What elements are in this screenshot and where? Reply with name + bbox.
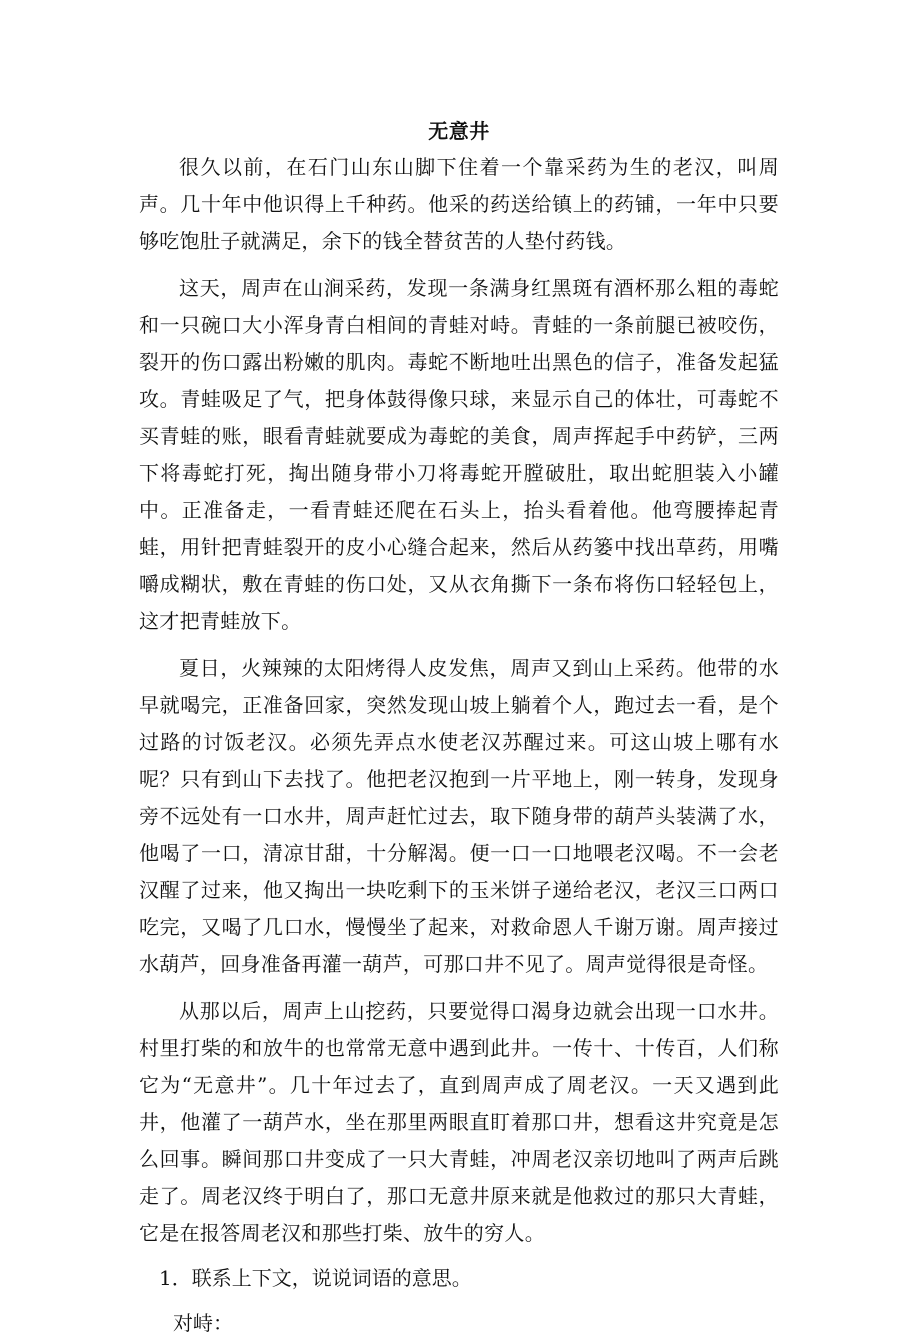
paragraph-4: 从那以后，周声上山挖药，只要觉得口渴身边就会出现一口水井。村里打柴的和放牛的也常常无意中遇到此井。一传十、十传百，人们称它为“无意井”。几十年过去了，直到周声成了周老汉。一天又遇到此井，他灌了一葫芦水，坐在那里两眼直盯着那口井，想看这井究竟是怎么回事。瞬间那口井变成了一只大青蛙，冲周老汉亲切地叫了两声后跳走了。周老汉终于明白了，那口无意井原来就是他救过的那只大青蛙，它是在报答周老汉和那些打柴、放牛的穷人。: [139, 999, 779, 1245]
paragraph-1: 很久以前，在石门山东山脚下住着一个靠采药为生的老汉，叫周声。几十年中他识得上千种药。他采的药送给镇上的药铺，一年中只要够吃饱肚子就满足，余下的钱全替贫苦的人垫付药钱。: [139, 155, 779, 253]
term-label: 对峙：: [173, 1311, 233, 1335]
paragraph-2: 这天，周声在山涧采药，发现一条满身红黑斑有酒杯那么粗的毒蛇和一只碗口大小浑身青白相间的青蛙对峙。青蛙的一条前腿已被咬伤，裂开的伤口露出粉嫩的肌肉。毒蛇不断地吐出黑色的信子，准备发起猛攻。青蛙吸足了气，把身体鼓得像只球，来显示自己的体壮，可毒蛇不买青蛙的账，眼看青蛙就要成为毒蛇的美食，周声挥起手中药铲，三两下将毒蛇打死，掏出随身带小刀将毒蛇开膛破肚，取出蛇胆装入小罐中。正准备走，一看青蛙还爬在石头上，抬头看着他。他弯腰捧起青蛙，用针把青蛙裂开的皮小心缝合起来，然后从药篓中找出草药，用嘴嚼成糊状，敷在青蛙的伤口处，又从衣角撕下一条布将伤口轻轻包上，这才把青蛙放下。: [139, 276, 779, 633]
question-1: 1．联系上下文，说说词语的意思。: [159, 1266, 472, 1290]
document-title: 无意井: [428, 119, 490, 143]
document-page: [139, 113, 779, 1342]
paragraph-3: 夏日，火辣辣的太阳烤得人皮发焦，周声又到山上采药。他带的水早就喝完，正准备回家，突然发现山坡上躺着个人，跑过去一看，是个过路的讨饭老汉。必须先弄点水使老汉苏醒过来。可这山坡上哪有水呢？只有到山下去找了。他把老汉抱到一片平地上，刚一转身，发现身旁不远处有一口水井，周声赶忙过去，取下随身带的葫芦头装满了水，他喝了一口，清凉甘甜，十分解渴。便一口一口地喂老汉喝。不一会老汉醒了过来，他又掏出一块吃剩下的玉米饼子递给老汉，老汉三口两口吃完，又喝了几口水，慢慢坐了起来，对救命恩人千谢万谢。周声接过水葫芦，回身准备再灌一葫芦，可那口井不见了。周声觉得很是奇怪。: [139, 656, 779, 976]
